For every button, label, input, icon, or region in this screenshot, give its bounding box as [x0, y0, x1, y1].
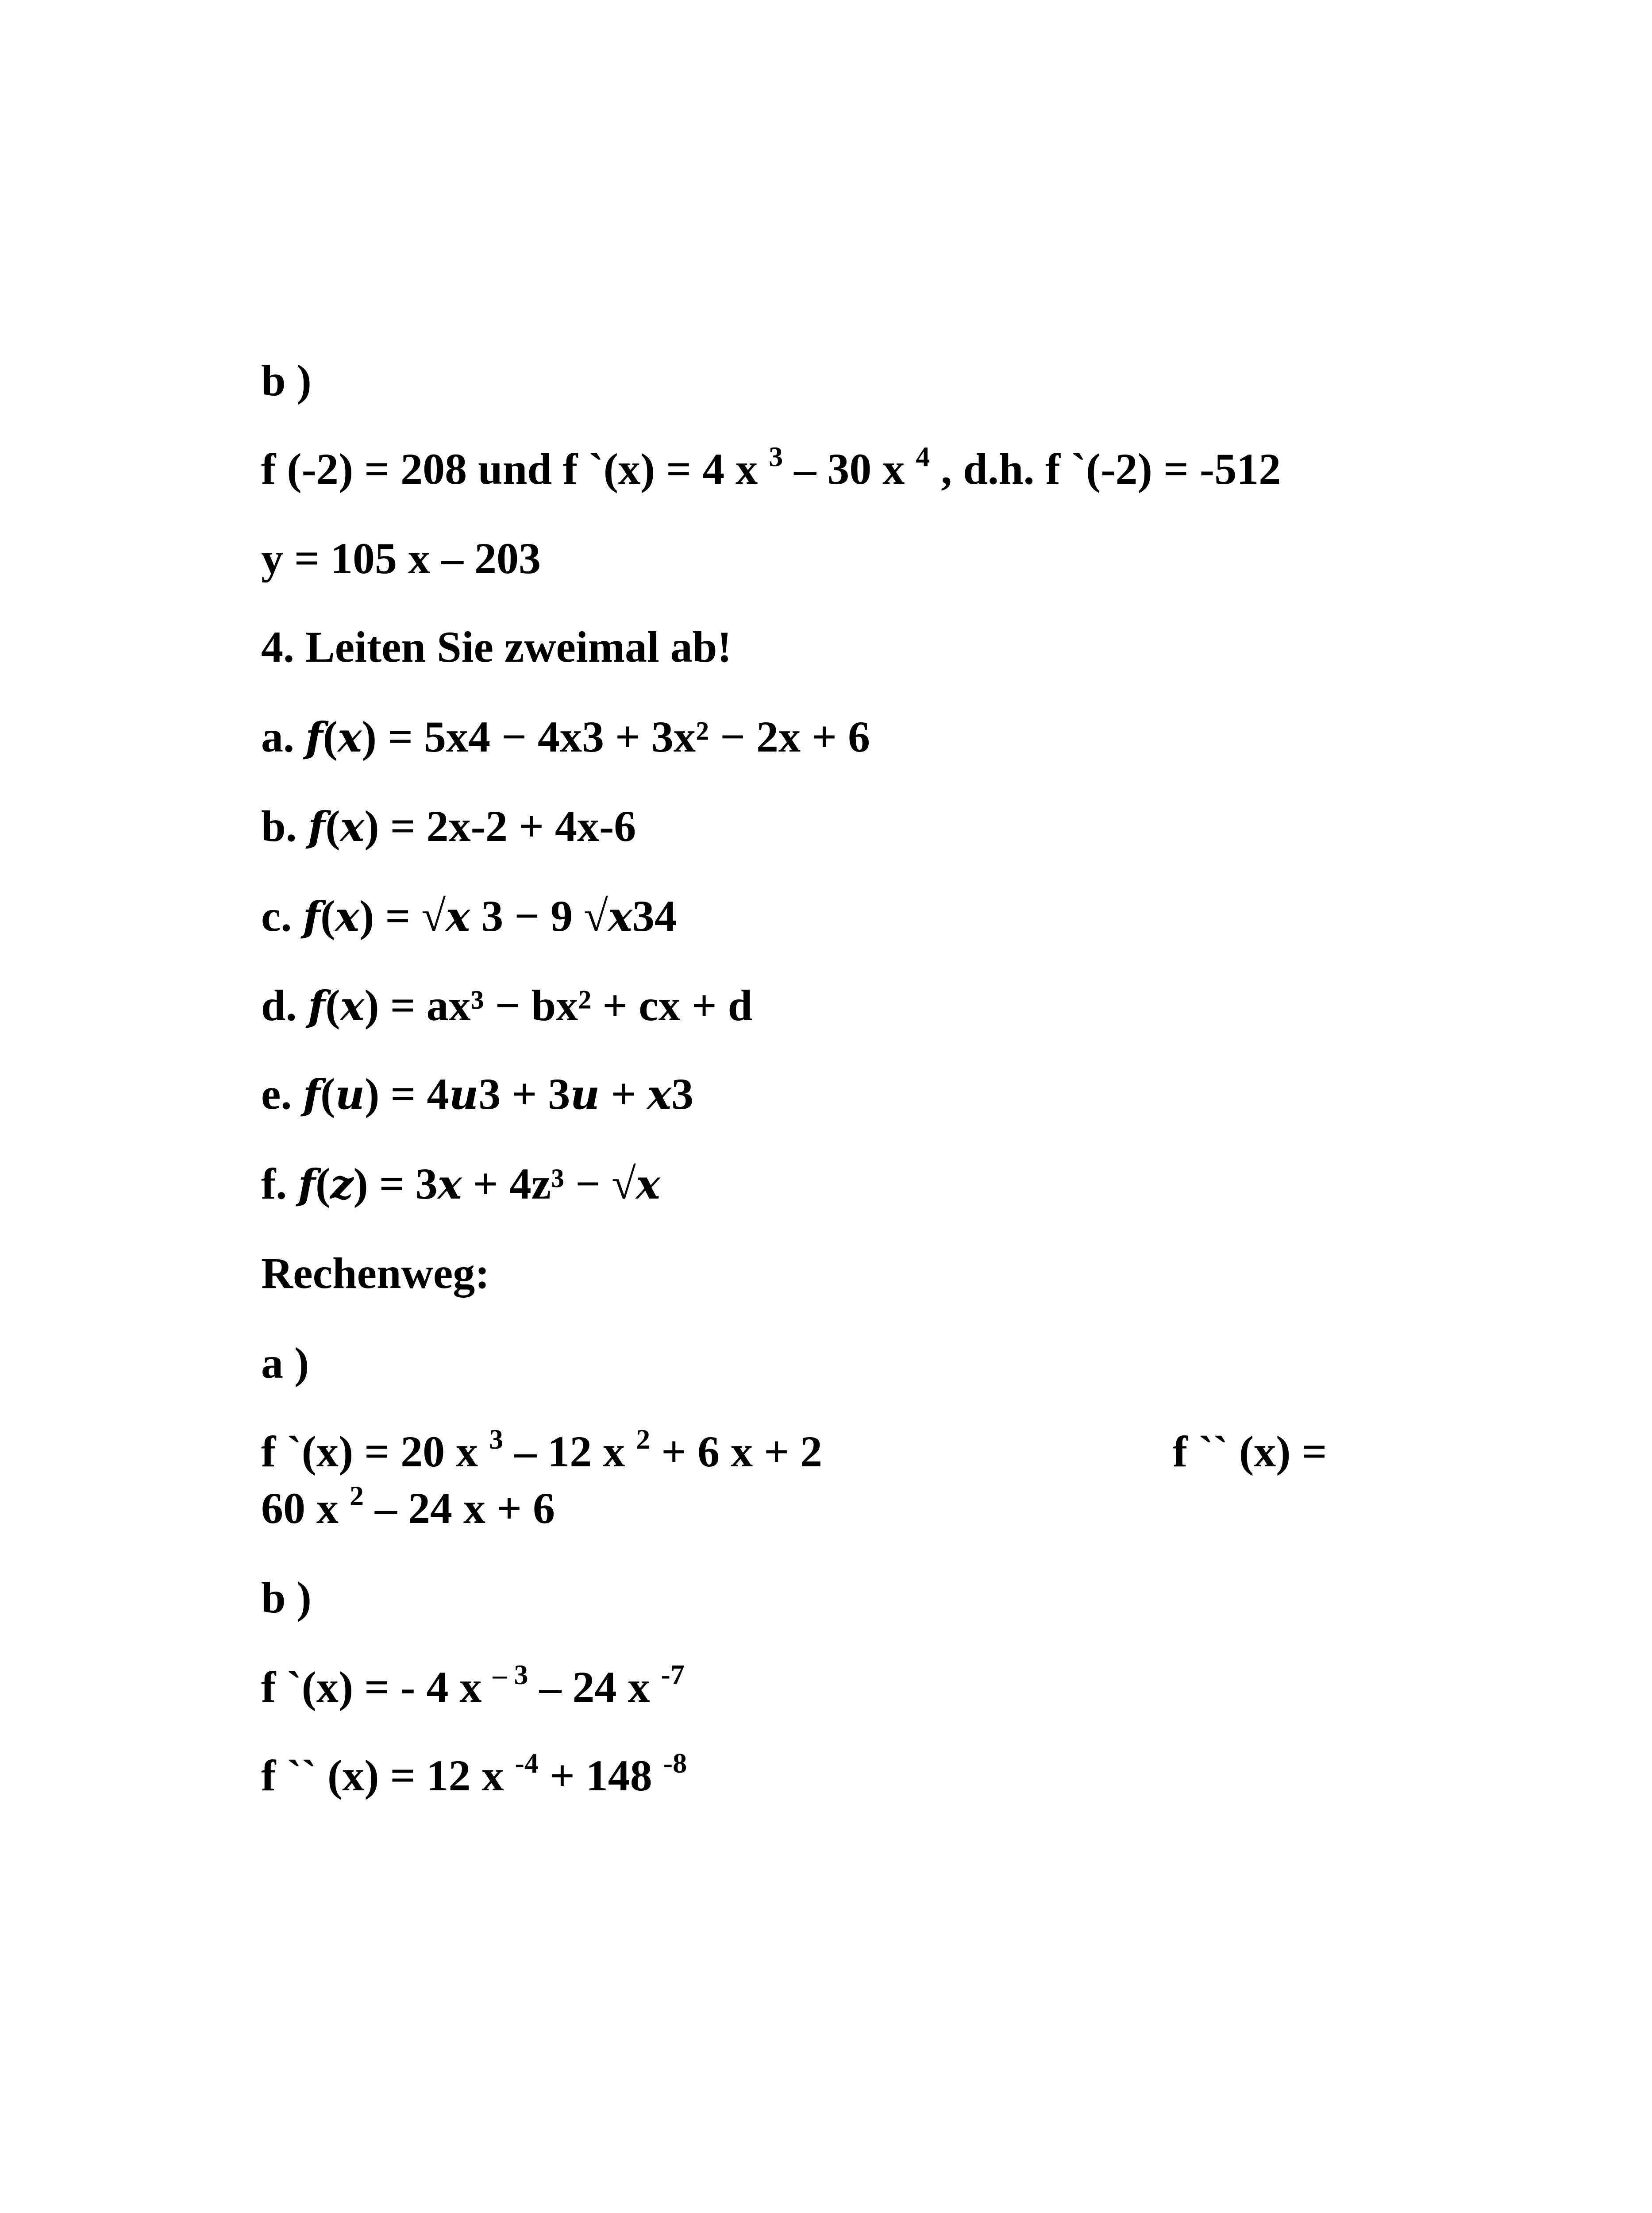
exponent: -7 — [661, 1659, 685, 1690]
text-segment: – 24 x — [528, 1662, 661, 1712]
solution-a-label: a ) — [261, 1338, 309, 1388]
expression-variable: x — [647, 1071, 672, 1118]
function-name: f — [303, 893, 320, 941]
item-prefix: b. — [261, 802, 308, 851]
expression-part: + — [600, 1069, 647, 1118]
exponent: -4 — [515, 1747, 539, 1779]
expression-variable: x — [446, 893, 470, 941]
function-expression: = ax³ − bx² + cx + d — [379, 981, 753, 1030]
function-name: f — [305, 713, 323, 761]
item-prefix: e. — [261, 1069, 303, 1118]
expression-part: = √ — [374, 891, 446, 941]
expression-variable: u — [570, 1071, 600, 1118]
expression-variable: x — [437, 1160, 462, 1208]
function-variable: z — [330, 1160, 354, 1208]
function-expression: = 5x4 − 4x3 + 3x² − 2x + 6 — [377, 712, 870, 761]
function-variable: u — [335, 1071, 365, 1118]
text-segment: f (-2) = 208 und f `(x) = 4 x — [261, 444, 769, 493]
task-item-a: a. f(x) = 5x4 − 4x3 + 3x² − 2x + 6 — [261, 712, 870, 761]
exponent: 3 — [489, 1423, 504, 1455]
exponent: 3 — [769, 441, 783, 472]
task-item-f: f. f(z) = 3x + 4z³ − √x — [261, 1159, 660, 1208]
function-variable: x — [340, 982, 365, 1030]
expression-part: 3 — [671, 1069, 694, 1118]
text-segment: – 12 x — [503, 1427, 636, 1476]
solution-a-first-derivative — [261, 1425, 822, 1478]
task-item-b: b. f(x) = 2x-2 + 4x-6 — [261, 802, 636, 851]
exponent: -8 — [663, 1747, 687, 1779]
text-segment: + 6 x + 2 — [650, 1427, 823, 1476]
text-segment: f `(x) = - 4 x — [261, 1662, 493, 1712]
text-segment: – 24 x + 6 — [364, 1484, 555, 1533]
expression-part: + 4z³ − √ — [462, 1159, 636, 1208]
function-name: f — [308, 982, 326, 1030]
text-segment: f `(x) = 20 x — [261, 1427, 489, 1476]
text-segment: f `` (x) = 12 x — [261, 1751, 515, 1800]
exponent: 4 — [916, 441, 930, 472]
item-prefix: d. — [261, 981, 308, 1030]
expression-variable: x — [608, 893, 632, 941]
task-4-heading: 4. Leiten Sie zweimal ab! — [261, 622, 732, 671]
function-name: f — [308, 803, 326, 851]
function-name: f — [303, 1071, 320, 1118]
expression-part: = 3 — [368, 1159, 438, 1208]
exponent: 2 — [350, 1480, 364, 1511]
expression-variable: u — [449, 1071, 479, 1118]
solution-a-second-derivative-label: f `` (x) = — [1173, 1427, 1327, 1476]
tangent-computation-line — [261, 443, 1281, 496]
function-variable: x — [335, 893, 360, 941]
tangent-equation: y = 105 x – 203 — [261, 534, 541, 583]
expression-part: 3 − 9 √ — [470, 891, 608, 941]
solution-a-second-derivative — [261, 1482, 555, 1535]
function-variable: x — [340, 803, 365, 851]
item-prefix: c. — [261, 891, 303, 941]
function-expression: = 2x-2 + 4x-6 — [379, 802, 636, 851]
exponent: – 3 — [493, 1659, 528, 1690]
solution-heading: Rechenweg: — [261, 1249, 490, 1298]
expression-part: = 4 — [379, 1069, 449, 1118]
function-name: f — [298, 1160, 316, 1208]
expression-part: 3 + 3 — [478, 1069, 570, 1118]
solution-b-first-derivative — [261, 1661, 685, 1714]
task-item-d: d. f(x) = ax³ − bx² + cx + d — [261, 981, 753, 1030]
item-prefix: a. — [261, 712, 305, 761]
expression-part: 34 — [632, 891, 677, 941]
expression-variable: x — [635, 1160, 660, 1208]
text-segment: , d.h. f `(-2) = -512 — [930, 444, 1281, 493]
item-prefix: f. — [261, 1159, 298, 1208]
exponent: 2 — [636, 1423, 651, 1455]
function-variable: x — [337, 713, 362, 761]
text-segment: 60 x — [261, 1484, 350, 1533]
task-item-e: e. f(u) = 4u3 + 3u + x3 — [261, 1069, 694, 1118]
task-item-c: c. f(x) = √x 3 − 9 √x34 — [261, 891, 677, 941]
part-b-label: b ) — [261, 356, 312, 405]
text-segment: – 30 x — [783, 444, 916, 493]
solution-b-second-derivative — [261, 1749, 687, 1802]
solution-b-label: b ) — [261, 1573, 312, 1622]
text-segment: + 148 — [538, 1751, 663, 1800]
